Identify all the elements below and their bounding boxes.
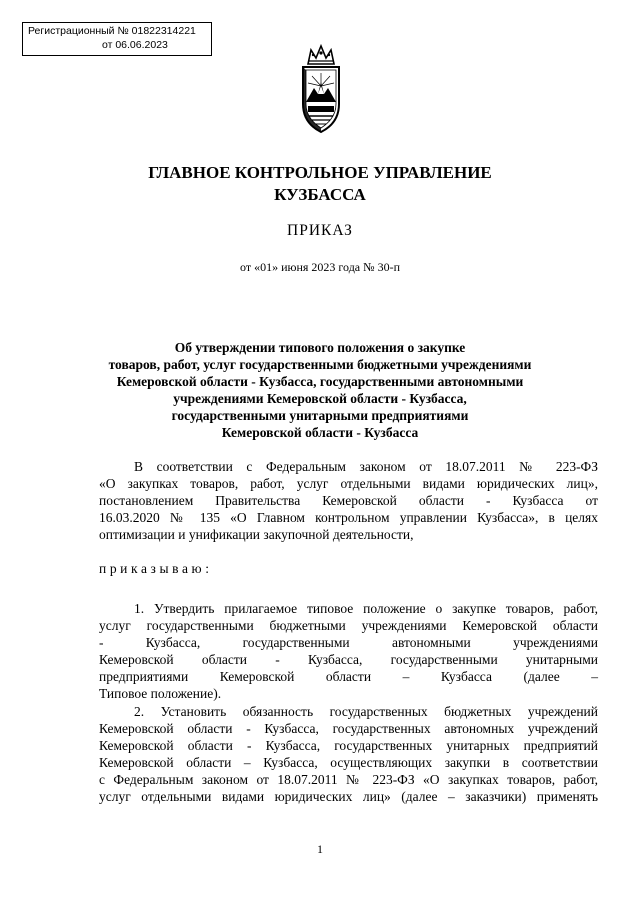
- subject-line: Кемеровской области - Кузбасса: [221, 425, 419, 440]
- subject-line: государственными унитарными предприятиями: [171, 408, 469, 423]
- subject-line: товаров, работ, услуг государственными бюджетными учреждениями: [108, 357, 532, 372]
- body-line: Типовое положение).: [99, 686, 222, 701]
- subject-line: Кемеровской области - Кузбасса, государственными автономными: [116, 374, 524, 389]
- body-line: Кемеровской области - Кузбасса, государственных автономных учреждений: [99, 721, 598, 736]
- body-line: Кемеровской области - Кузбасса, государственными унитарными: [99, 652, 598, 667]
- body-line: услуг государственными бюджетными учреждениями Кемеровской области: [99, 618, 598, 633]
- registration-number: Регистрационный № 01822314221: [28, 25, 196, 37]
- body-line: 1. Утвердить прилагаемое типовое положение о закупке товаров, работ,: [134, 601, 598, 616]
- registration-stamp: [22, 22, 212, 56]
- page-number: 1: [317, 842, 323, 856]
- body-line: предприятиями Кемеровской области – Кузбасса (далее –: [99, 669, 598, 684]
- body-line: - Кузбасса, государственными автономными учреждениями: [99, 635, 598, 650]
- document-date-number: от «01» июня 2023 года № 30-п: [240, 260, 400, 274]
- body-line: «О закупках товаров, работ, услуг отдельными видами юридических лиц»,: [99, 476, 598, 491]
- document-type: ПРИКАЗ: [287, 222, 353, 239]
- body-line: услуг отдельными видами юридических лиц» (далее – заказчики) применять: [99, 789, 598, 804]
- subject-line: учреждениями Кемеровской области - Кузбасса,: [173, 391, 467, 406]
- kuzbass-coat-of-arms-icon: [299, 42, 343, 142]
- organization-name-line2: КУЗБАССА: [274, 185, 366, 204]
- coat-of-arms: [299, 42, 343, 142]
- body-line: постановлением Правительства Кемеровской области - Кузбасса от: [99, 493, 598, 508]
- order-word: приказываю:: [99, 561, 213, 576]
- body-line: Кемеровской области - Кузбасса, государственных унитарных предприятий: [99, 738, 598, 753]
- organization-name-line1: ГЛАВНОЕ КОНТРОЛЬНОЕ УПРАВЛЕНИЕ: [148, 163, 492, 182]
- body-line: с Федеральным законом от 18.07.2011 № 223-ФЗ «О закупках товаров, работ,: [99, 772, 598, 787]
- registration-date: от 06.06.2023: [102, 39, 168, 51]
- body-line: 16.03.2020 № 135 «О Главном контрольном управлении Кузбасса», в целях: [99, 510, 598, 525]
- body-line: В соответствии с Федеральным законом от 18.07.2011 № 223-ФЗ: [134, 459, 598, 474]
- body-line: Кемеровской области – Кузбасса, осуществляющих закупки в соответствии: [99, 755, 598, 770]
- body-line: 2. Установить обязанность государственных бюджетных учреждений: [134, 704, 598, 719]
- body-line: оптимизации и унификации закупочной деятельности,: [99, 527, 414, 542]
- subject-line: Об утверждении типового положения о закупке: [174, 340, 466, 355]
